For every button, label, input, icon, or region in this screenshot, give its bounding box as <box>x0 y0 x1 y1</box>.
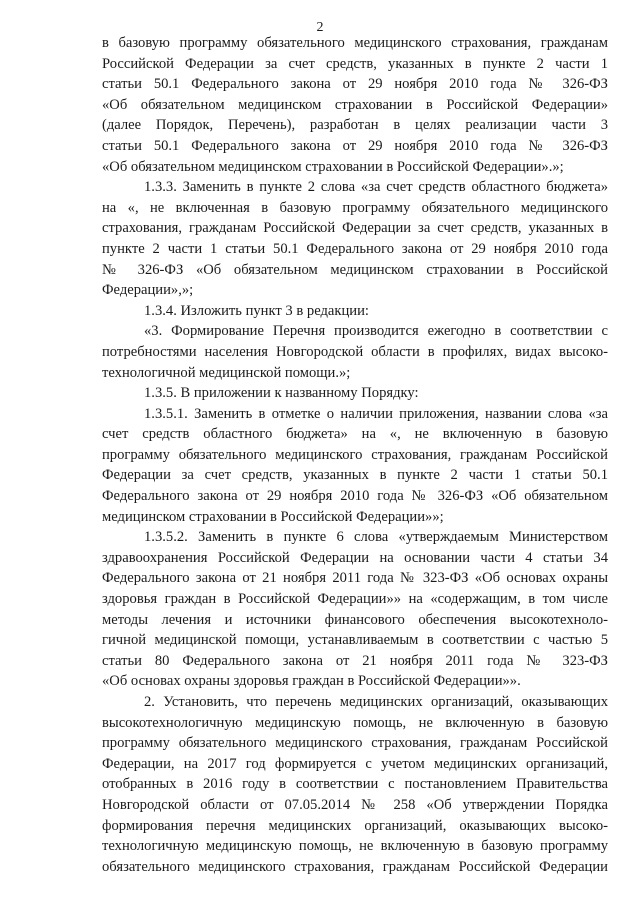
text-line: Федерального закона от 29 ноября 2010 года № 326-ФЗ «Об обязательном <box>102 488 608 505</box>
text-line: счет средств областного бюджета» на «, не включенную в базовую <box>102 426 608 443</box>
text-line: обязательного медицинского страхования, гражданам Российской Федерации <box>102 858 608 875</box>
text-line: «Об обязательном медицинском страховании в Российской Федерации» <box>102 96 608 113</box>
text-line: Российской Федерации за счет средств, указанных в пункте 2 части 1 <box>102 55 608 72</box>
text-line: страхования, гражданам Российской Федерации за счет средств, указанных в <box>102 220 608 237</box>
text-line: формирования перечня медицинских организаций, оказывающих высоко- <box>102 817 608 834</box>
text-line: 1.3.4. Изложить пункт 3 в редакции: <box>144 302 369 319</box>
text-line: 1.3.5.2. Заменить в пункте 6 слова «утверждаемым Министерством <box>144 529 608 546</box>
document-body <box>102 33 608 877</box>
text-line: «Об обязательном медицинском страховании в Российской Федерации».»; <box>102 158 564 175</box>
text-line: отобранных в 2016 году в соответствии с постановлением Правительства <box>102 776 608 793</box>
text-line: пункте 2 части 1 статьи 50.1 Федерального закона от 29 ноября 2010 года <box>102 240 608 257</box>
text-line: здоровья граждан в Российской Федерации»» на «содержащим, в том числе <box>102 591 608 608</box>
text-line: 2. Установить, что перечень медицинских организаций, оказывающих <box>144 694 608 710</box>
text-line: статьи 80 Федерального закона от 21 ноября 2011 года № 323-ФЗ <box>102 652 608 669</box>
text-line: № 326-ФЗ «Об обязательном медицинском страховании в Российской <box>102 261 608 278</box>
text-line: 1.3.3. Заменить в пункте 2 слова «за счет средств областного бюджета» <box>144 179 608 196</box>
text-line: Федерации»,»; <box>102 282 194 299</box>
text-line: потребностями населения Новгородской области в профилях, видах высоко- <box>102 343 608 360</box>
text-line: «3. Формирование Перечня производится ежегодно в соответствии с <box>144 323 608 340</box>
text-line: Федерации за счет средств, указанных в пункте 2 части 1 статьи 50.1 <box>102 467 608 484</box>
text-line: «Об основах охраны здоровья граждан в Российской Федерации»». <box>102 673 521 690</box>
text-line: статьи 50.1 Федерального закона от 29 ноября 2010 года № 326-ФЗ <box>102 76 608 93</box>
page-number: 2 <box>316 20 324 35</box>
text-line: программу обязательного медицинского страхования, гражданам Российской <box>102 735 608 752</box>
text-line: в базовую программу обязательного медицинского страхования, гражданам <box>102 35 608 51</box>
text-line: методы лечения и источники финансового обеспечения высокотехноло- <box>102 611 608 628</box>
text-line: высокотехнологичную медицинскую помощь, не включенную в базовую <box>102 714 608 731</box>
text-line: 1.3.5.1. Заменить в отметке о наличии приложения, названии слова «за <box>144 405 608 422</box>
text-line: программу обязательного медицинского страхования, гражданам Российской <box>102 446 608 463</box>
text-line: Федерального закона от 21 ноября 2011 года № 323-ФЗ «Об основах охраны <box>102 570 608 587</box>
text-line: статьи 50.1 Федерального закона от 29 ноября 2010 года № 326-ФЗ <box>102 137 608 154</box>
text-line: здравоохранения Российской Федерации на основании части 4 статьи 34 <box>102 549 608 566</box>
text-line: технологичной медицинской помощи.»; <box>102 364 351 381</box>
text-line: гичной медицинской помощи, устанавливаемым в соответствии с частью 5 <box>102 632 608 649</box>
text-line: технологичную медицинскую помощь, не включенную в базовую программу <box>102 838 608 855</box>
text-line: Федерации, на 2017 год формируется с учетом медицинских организаций, <box>102 755 608 772</box>
text-line: на «, не включенная в базовую программу обязательного медицинского <box>102 199 608 216</box>
text-line: (далее Порядок, Перечень), разработан в целях реализации части 3 <box>102 117 608 134</box>
text-line: медицинском страховании в Российской Федерации»»; <box>102 508 444 525</box>
text-line: Новгородской области от 07.05.2014 № 258 «Об утверждении Порядка <box>102 796 608 813</box>
text-line: 1.3.5. В приложении к названному Порядку: <box>144 385 419 402</box>
